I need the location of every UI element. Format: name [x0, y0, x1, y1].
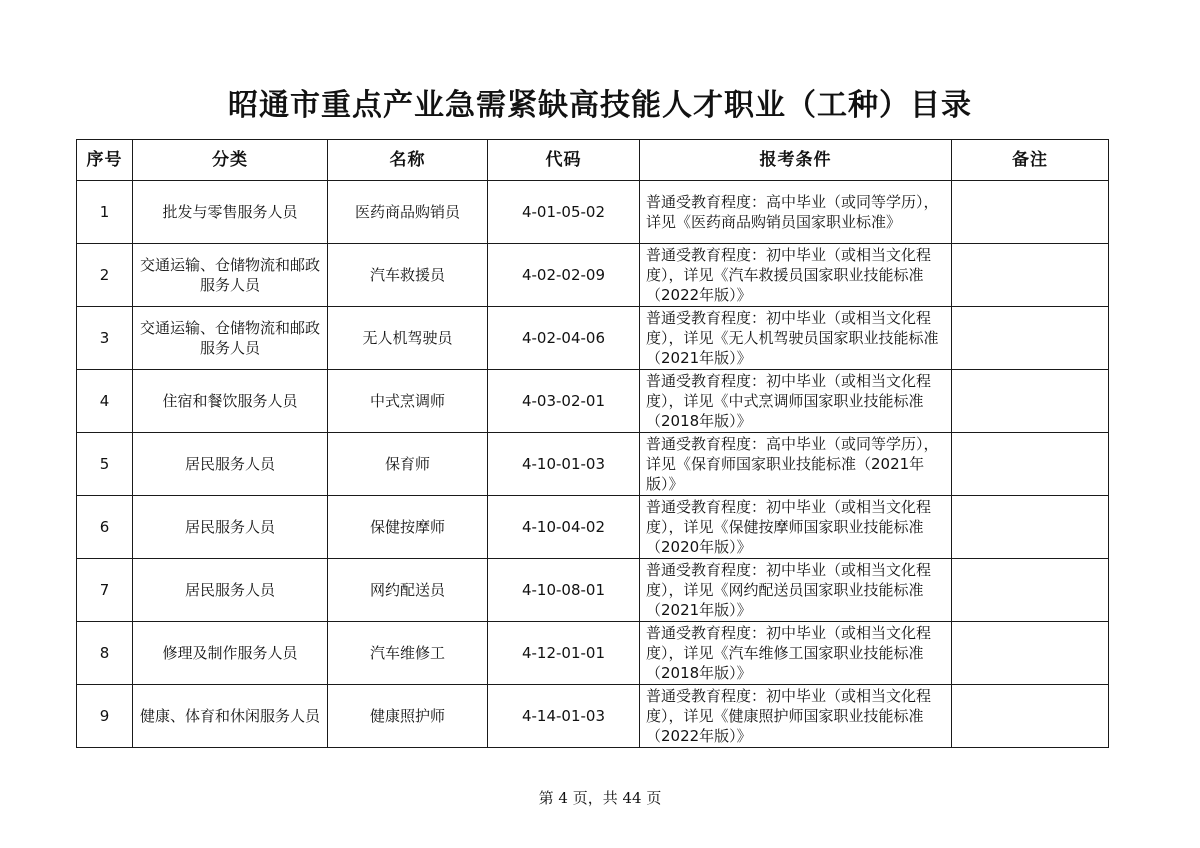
cell-requirement: 普通受教育程度：初中毕业（或相当文化程度），详见《汽车救援员国家职业技能标准（2022年版）》 [640, 244, 952, 307]
cell-remark [952, 433, 1109, 496]
cell-code: 4-10-04-02 [488, 496, 640, 559]
table-row [77, 622, 1109, 685]
header-code: 代码 [488, 140, 640, 181]
cell-requirement: 普通受教育程度：初中毕业（或相当文化程度），详见《健康照护师国家职业技能标准（2022年版）》 [640, 685, 952, 748]
table-row [77, 307, 1109, 370]
cell-remark [952, 370, 1109, 433]
cell-name: 医药商品购销员 [328, 181, 488, 244]
cell-name: 保育师 [328, 433, 488, 496]
header-category: 分类 [133, 140, 328, 181]
table-row [77, 496, 1109, 559]
cell-requirement: 普通受教育程度：初中毕业（或相当文化程度），详见《无人机驾驶员国家职业技能标准（2021年版）》 [640, 307, 952, 370]
cell-name: 中式烹调师 [328, 370, 488, 433]
cell-remark [952, 244, 1109, 307]
cell-category: 交通运输、仓储物流和邮政服务人员 [133, 307, 328, 370]
cell-category: 居民服务人员 [133, 559, 328, 622]
cell-category: 居民服务人员 [133, 496, 328, 559]
table-header-row [77, 140, 1109, 181]
table-row [77, 181, 1109, 244]
cell-name: 网约配送员 [328, 559, 488, 622]
cell-remark [952, 181, 1109, 244]
table-row [77, 685, 1109, 748]
cell-category: 健康、体育和休闲服务人员 [133, 685, 328, 748]
cell-category: 批发与零售服务人员 [133, 181, 328, 244]
header-name: 名称 [328, 140, 488, 181]
cell-remark [952, 496, 1109, 559]
cell-remark [952, 685, 1109, 748]
cell-seq: 2 [77, 244, 133, 307]
cell-category: 交通运输、仓储物流和邮政服务人员 [133, 244, 328, 307]
page-title: 昭通市重点产业急需紧缺高技能人才职业（工种）目录 [228, 88, 972, 123]
table-row [77, 433, 1109, 496]
cell-name: 保健按摩师 [328, 496, 488, 559]
header-requirement: 报考条件 [640, 140, 952, 181]
cell-code: 4-01-05-02 [488, 181, 640, 244]
cell-category: 居民服务人员 [133, 433, 328, 496]
cell-code: 4-03-02-01 [488, 370, 640, 433]
page-number-footer: 第 4 页，共 44 页 [538, 789, 662, 807]
cell-seq: 7 [77, 559, 133, 622]
cell-name: 汽车救援员 [328, 244, 488, 307]
cell-code: 4-10-08-01 [488, 559, 640, 622]
cell-requirement: 普通受教育程度：高中毕业（或同等学历），详见《医药商品购销员国家职业标准》 [640, 181, 952, 244]
cell-remark [952, 559, 1109, 622]
cell-name: 无人机驾驶员 [328, 307, 488, 370]
cell-code: 4-10-01-03 [488, 433, 640, 496]
cell-seq: 6 [77, 496, 133, 559]
cell-name: 健康照护师 [328, 685, 488, 748]
cell-category: 修理及制作服务人员 [133, 622, 328, 685]
cell-seq: 4 [77, 370, 133, 433]
cell-remark [952, 307, 1109, 370]
cell-seq: 3 [77, 307, 133, 370]
cell-requirement: 普通受教育程度：高中毕业（或同等学历），详见《保育师国家职业技能标准（2021年版）》 [640, 433, 952, 496]
cell-seq: 9 [77, 685, 133, 748]
cell-requirement: 普通受教育程度：初中毕业（或相当文化程度），详见《中式烹调师国家职业技能标准（2018年版）》 [640, 370, 952, 433]
table-row [77, 559, 1109, 622]
table-row [77, 244, 1109, 307]
table-row [77, 370, 1109, 433]
cell-requirement: 普通受教育程度：初中毕业（或相当文化程度），详见《汽车维修工国家职业技能标准（2018年版）》 [640, 622, 952, 685]
cell-code: 4-14-01-03 [488, 685, 640, 748]
cell-requirement: 普通受教育程度：初中毕业（或相当文化程度），详见《保健按摩师国家职业技能标准（2020年版）》 [640, 496, 952, 559]
header-remark: 备注 [952, 140, 1109, 181]
header-seq: 序号 [77, 140, 133, 181]
cell-code: 4-02-02-09 [488, 244, 640, 307]
cell-code: 4-12-01-01 [488, 622, 640, 685]
cell-remark [952, 622, 1109, 685]
cell-code: 4-02-04-06 [488, 307, 640, 370]
cell-category: 住宿和餐饮服务人员 [133, 370, 328, 433]
cell-seq: 5 [77, 433, 133, 496]
cell-requirement: 普通受教育程度：初中毕业（或相当文化程度），详见《网约配送员国家职业技能标准（2021年版）》 [640, 559, 952, 622]
cell-name: 汽车维修工 [328, 622, 488, 685]
cell-seq: 1 [77, 181, 133, 244]
cell-seq: 8 [77, 622, 133, 685]
occupation-catalog-table [76, 139, 1109, 748]
